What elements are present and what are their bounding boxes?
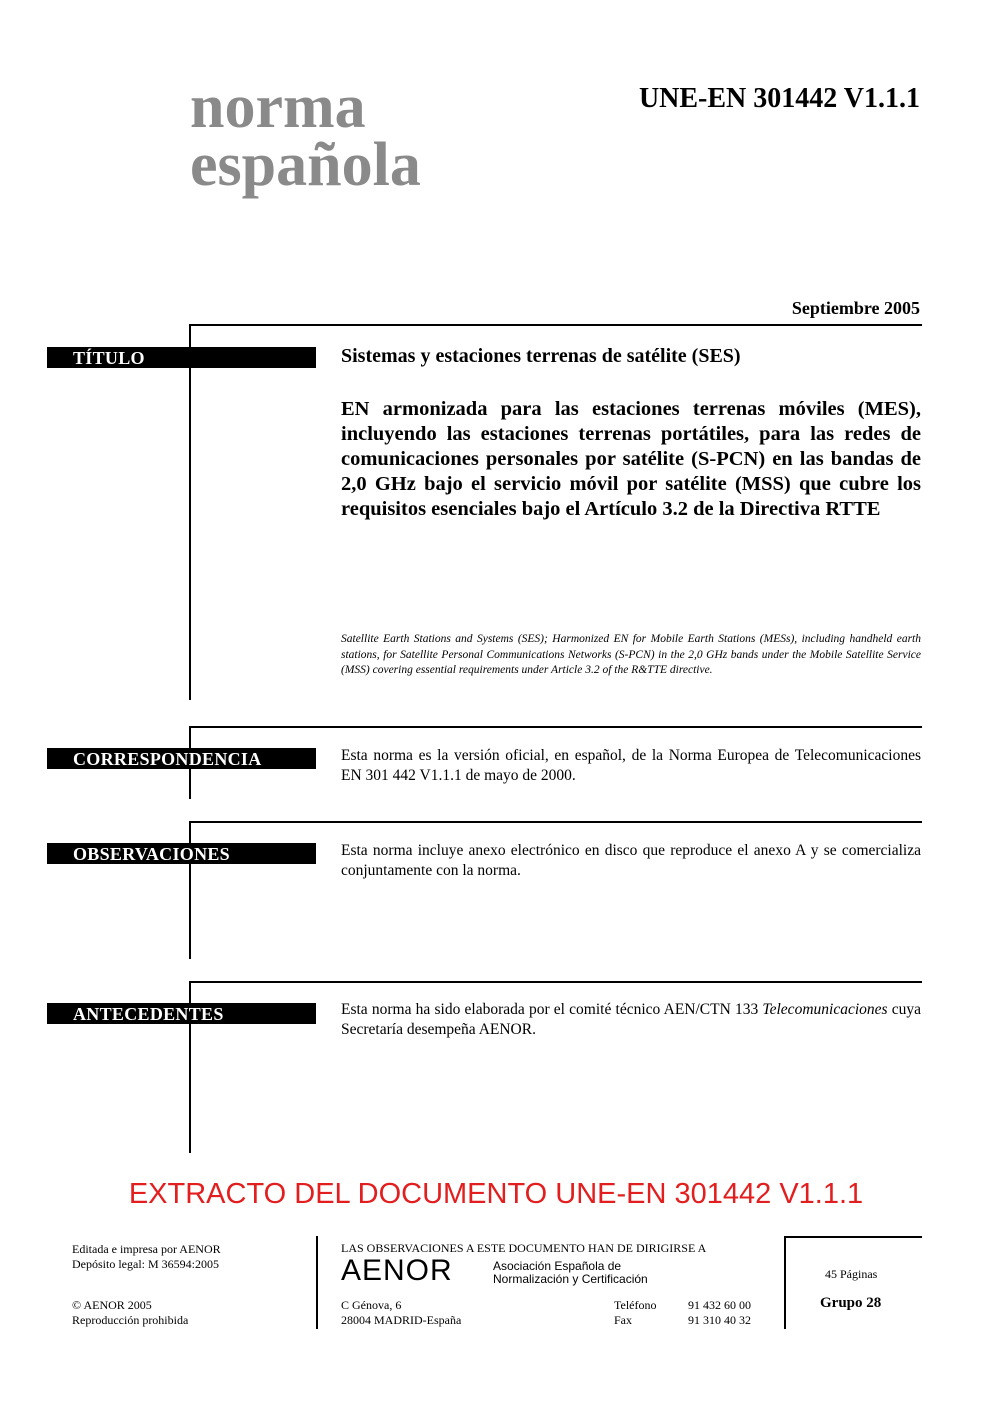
legal-deposit: Depósito legal: M 36594:2005 (72, 1257, 219, 1271)
antecedentes-top-rule (189, 981, 922, 983)
titulo-english: Satellite Earth Stations and Systems (SES); Harmonized EN for Mobile Earth Stations (MESs), including handheld earth stations, for Satellite Personal Communications Networks (S-PCN) in the 2,0 GHz bands under the Mobile Satellite Service (MSS) covering essential requirements under Article 3.2 of the R&TTE directive. (341, 633, 921, 676)
edited-by: Editada e impresa por AENOR (72, 1242, 221, 1256)
correspondencia-label: CORRESPONDENCIA (47, 748, 316, 769)
standard-code: UNE-EN 301442 V1.1.1 (638, 83, 920, 114)
antecedentes-text-start: Esta norma ha sido elaborada por el comité técnico AEN/CTN 133 (341, 1001, 763, 1018)
titulo-label: TÍTULO (47, 347, 316, 368)
address (341, 1298, 461, 1328)
fax-number: 91 310 40 32 (688, 1313, 751, 1327)
observaciones-top-rule (189, 821, 922, 823)
footer-edition (72, 1242, 221, 1272)
footer-copyright (72, 1298, 188, 1328)
norma-line1: norma (190, 73, 366, 141)
antecedentes-committee-name: Telecomunicaciones (762, 1001, 888, 1018)
antecedentes-text-end: cuya Secretaría desempeña AENOR. (341, 1001, 921, 1038)
titulo-top-rule (189, 324, 922, 326)
association-line2: Normalización y Certificación (493, 1272, 648, 1286)
titulo-vertical-rule (189, 324, 191, 700)
observations-notice: LAS OBSERVACIONES A ESTE DOCUMENTO HAN DE DIRIGIRSE A (341, 1241, 707, 1255)
observaciones-text: Esta norma incluye anexo electrónico en disco que reproduce el anexo A y se comercializa conjuntamente con la norma. (341, 842, 921, 879)
correspondencia-text: Esta norma es la versión oficial, en español, de la Norma Europea de Telecomunicaciones EN 301 442 V1.1.1 de mayo de 2000. (341, 747, 921, 784)
price-group: Grupo 28 (820, 1295, 882, 1311)
titulo-line1: Sistemas y estaciones terrenas de satélite (SES) (341, 345, 741, 367)
fax-label: Fax (614, 1313, 632, 1327)
address-street: C Génova, 6 (341, 1298, 402, 1312)
association-name (493, 1260, 648, 1286)
publication-date: Septiembre 2005 (791, 298, 920, 318)
observaciones-label: OBSERVACIONES (47, 843, 316, 864)
norma-espanola-title (190, 73, 421, 199)
page-count: 45 Páginas (825, 1267, 878, 1281)
footer-divider-left (316, 1236, 318, 1329)
association-line1: Asociación Española de (493, 1259, 622, 1273)
address-city: 28004 MADRID-España (341, 1313, 462, 1327)
phone-number: 91 432 60 00 (688, 1298, 751, 1312)
observaciones-vertical-rule (189, 821, 191, 959)
reproduction-notice: Reproducción prohibida (72, 1313, 189, 1327)
phone-label: Teléfono (614, 1298, 657, 1312)
contact-numbers (688, 1298, 751, 1328)
antecedentes-text (341, 1000, 921, 1040)
contact-labels (614, 1298, 656, 1328)
antecedentes-label: ANTECEDENTES (47, 1003, 316, 1024)
correspondencia-top-rule (189, 726, 922, 728)
titulo-main: EN armonizada para las estaciones terrenas móviles (MES), incluyendo las estaciones terrenas portátiles, para las redes de comunicaciones personales por satélite (S-PCN) en las bandas de 2,0 GHz bajo el servicio móvil por satélite (MSS) que cubre los requisitos esenciales bajo el Artículo 3.2 de la Directiva RTTE (341, 398, 921, 520)
aenor-logo: AENOR (341, 1254, 453, 1287)
pages-box-left-rule (784, 1236, 786, 1329)
pages-box-top-rule (784, 1236, 922, 1238)
extract-notice: EXTRACTO DEL DOCUMENTO UNE-EN 301442 V1.1.1 (128, 1178, 864, 1210)
copyright: © AENOR 2005 (72, 1298, 152, 1312)
norma-line2: española (190, 131, 421, 199)
